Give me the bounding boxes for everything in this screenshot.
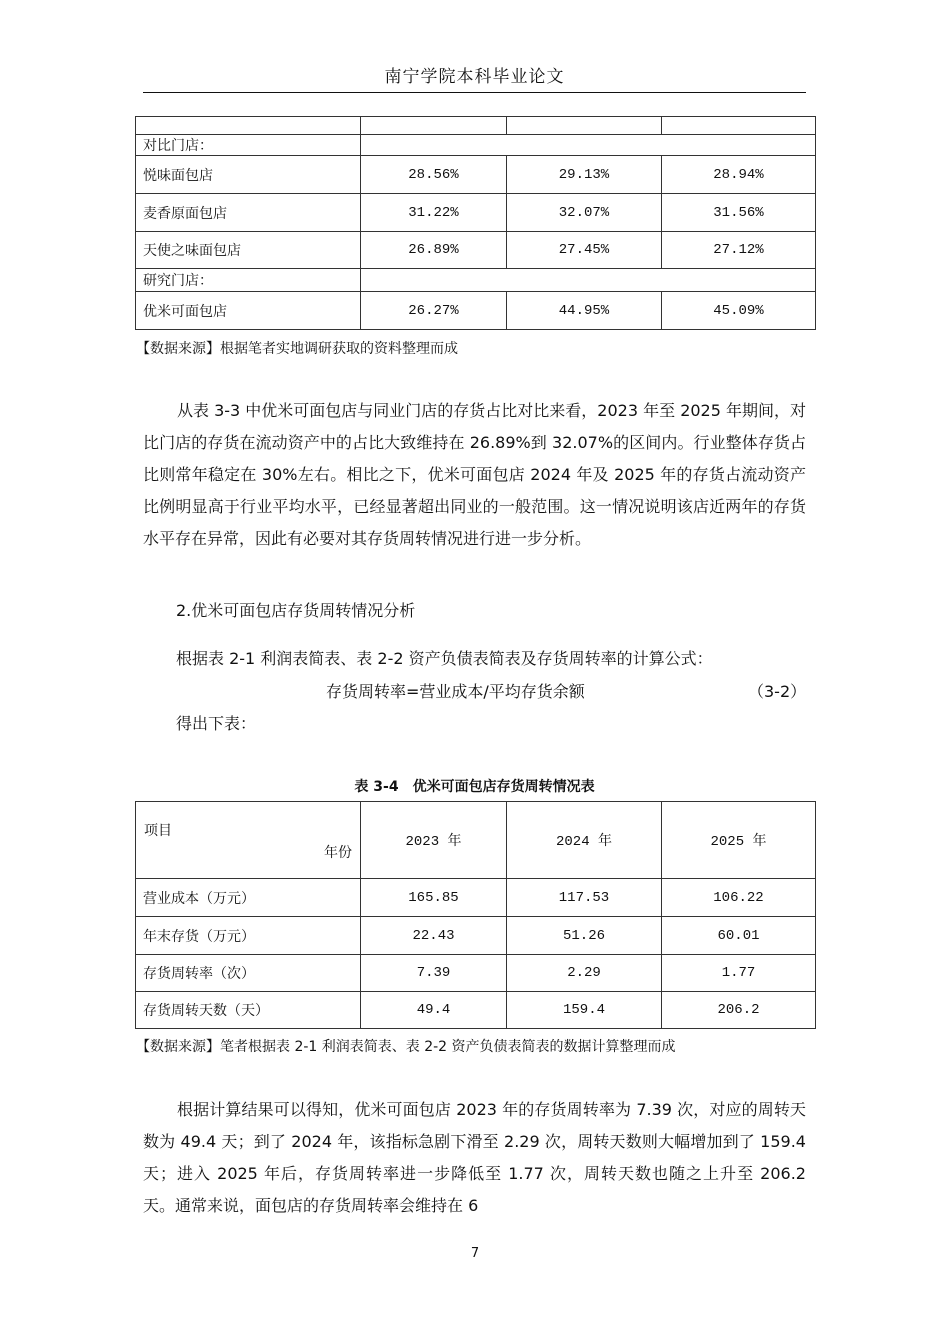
store-comparison-table — [135, 116, 816, 330]
table-cell — [507, 117, 662, 135]
group-label: 研究门店： — [136, 269, 361, 292]
table-cell: 159.4 — [507, 992, 662, 1029]
table-cell: 31.22% — [361, 194, 507, 232]
table-cell: 32.07% — [507, 194, 662, 232]
store-name: 麦香原面包店 — [136, 194, 361, 232]
section-heading: 2.优米可面包店存货周转情况分析 — [176, 601, 416, 620]
table-cell — [361, 135, 816, 156]
table-cell — [361, 117, 507, 135]
table-cell: 44.95% — [507, 292, 662, 330]
table-row — [136, 992, 816, 1029]
year-header: 2023 年 — [361, 802, 507, 879]
table-cell: 2.29 — [507, 955, 662, 992]
table2-source: 【数据来源】笔者根据表 2-1 利润表简表、表 2-2 资产负债表简表的数据计算整理而成 — [136, 1039, 676, 1055]
table-cell — [136, 117, 361, 135]
table-cell: 206.2 — [662, 992, 816, 1029]
table-cell: 29.13% — [507, 156, 662, 194]
table-row — [136, 879, 816, 917]
formula: 存货周转率=营业成本/平均存货余额 — [326, 682, 585, 701]
year-header: 2024 年 — [507, 802, 662, 879]
table-header-row — [136, 802, 816, 879]
table-cell: 27.12% — [662, 232, 816, 269]
store-name: 悦味面包店 — [136, 156, 361, 194]
table-row — [136, 955, 816, 992]
table-row — [136, 117, 816, 135]
header-corner-cell — [136, 802, 361, 879]
col-label: 年份 — [324, 845, 352, 861]
row-name: 年末存货（万元） — [136, 917, 361, 955]
table-cell: 28.94% — [662, 156, 816, 194]
table-row — [136, 135, 816, 156]
table-cell: 117.53 — [507, 879, 662, 917]
formula-after: 得出下表： — [176, 714, 257, 733]
row-name: 存货周转天数（天） — [136, 992, 361, 1029]
table-cell — [662, 117, 816, 135]
table-cell: 28.56% — [361, 156, 507, 194]
table-cell: 31.56% — [662, 194, 816, 232]
row-name: 存货周转率（次） — [136, 955, 361, 992]
table-cell: 26.89% — [361, 232, 507, 269]
table-row — [136, 232, 816, 269]
table-cell: 26.27% — [361, 292, 507, 330]
store-name: 天使之味面包店 — [136, 232, 361, 269]
header-rule — [143, 92, 806, 93]
table-cell: 49.4 — [361, 992, 507, 1029]
year-header: 2025 年 — [662, 802, 816, 879]
formula-number: （3-2） — [748, 682, 807, 701]
group-label: 对比门店： — [136, 135, 361, 156]
table-cell: 27.45% — [507, 232, 662, 269]
table-row — [136, 269, 816, 292]
table-row — [136, 292, 816, 330]
paragraph: 根据计算结果可以得知，优米可面包店 2023 年的存货周转率为 7.39 次，对应的周转天数为 49.4 天；到了 2024 年，该指标急剧下滑至 2.29 次，周转天数则大幅增加到了 159.4 天；进入 2025 年后，存货周转率进一步降低至 1.77 次，周转天数也随之上升至 206.2 天。通常来说，面包店的存货周转率会维持在 6 — [143, 1100, 806, 1215]
paragraph: 从表 3-3 中优米可面包店与同业门店的存货占比对比来看，2023 年至 2025 年期间，对比门店的存货在流动资产中的占比大致维持在 26.89%到 32.07%的区间内。行业整体存货占比则常年稳定在 30%左右。相比之下，优米可面包店 2024 年及 2025 年的存货占流动资产比例明显高于行业平均水平，已经显著超出同业的一般范围。这一情况说明该店近两年的存货水平存在异常，因此有必要对其存货周转情况进行进一步分析。 — [143, 401, 807, 548]
table-cell: 7.39 — [361, 955, 507, 992]
table-row — [136, 917, 816, 955]
table-cell: 51.26 — [507, 917, 662, 955]
table-cell — [361, 269, 816, 292]
table-cell: 165.85 — [361, 879, 507, 917]
table-cell: 22.43 — [361, 917, 507, 955]
table-row — [136, 194, 816, 232]
formula-intro: 根据表 2-1 利润表简表、表 2-2 资产负债表简表及存货周转率的计算公式： — [176, 649, 713, 668]
table-cell: 60.01 — [662, 917, 816, 955]
row-label: 项目 — [144, 823, 172, 839]
table-cell: 45.09% — [662, 292, 816, 330]
table1-source: 【数据来源】根据笔者实地调研获取的资料整理而成 — [136, 341, 458, 357]
row-name: 营业成本（万元） — [136, 879, 361, 917]
table-cell: 1.77 — [662, 955, 816, 992]
store-name: 优米可面包店 — [136, 292, 361, 330]
page-header: 南宁学院本科毕业论文 — [384, 67, 565, 87]
inventory-turnover-table — [135, 801, 816, 1029]
page-number: 7 — [470, 1246, 480, 1261]
table2-caption: 表 3-4 优米可面包店存货周转情况表 — [354, 779, 595, 795]
table-cell: 106.22 — [662, 879, 816, 917]
table-row — [136, 156, 816, 194]
